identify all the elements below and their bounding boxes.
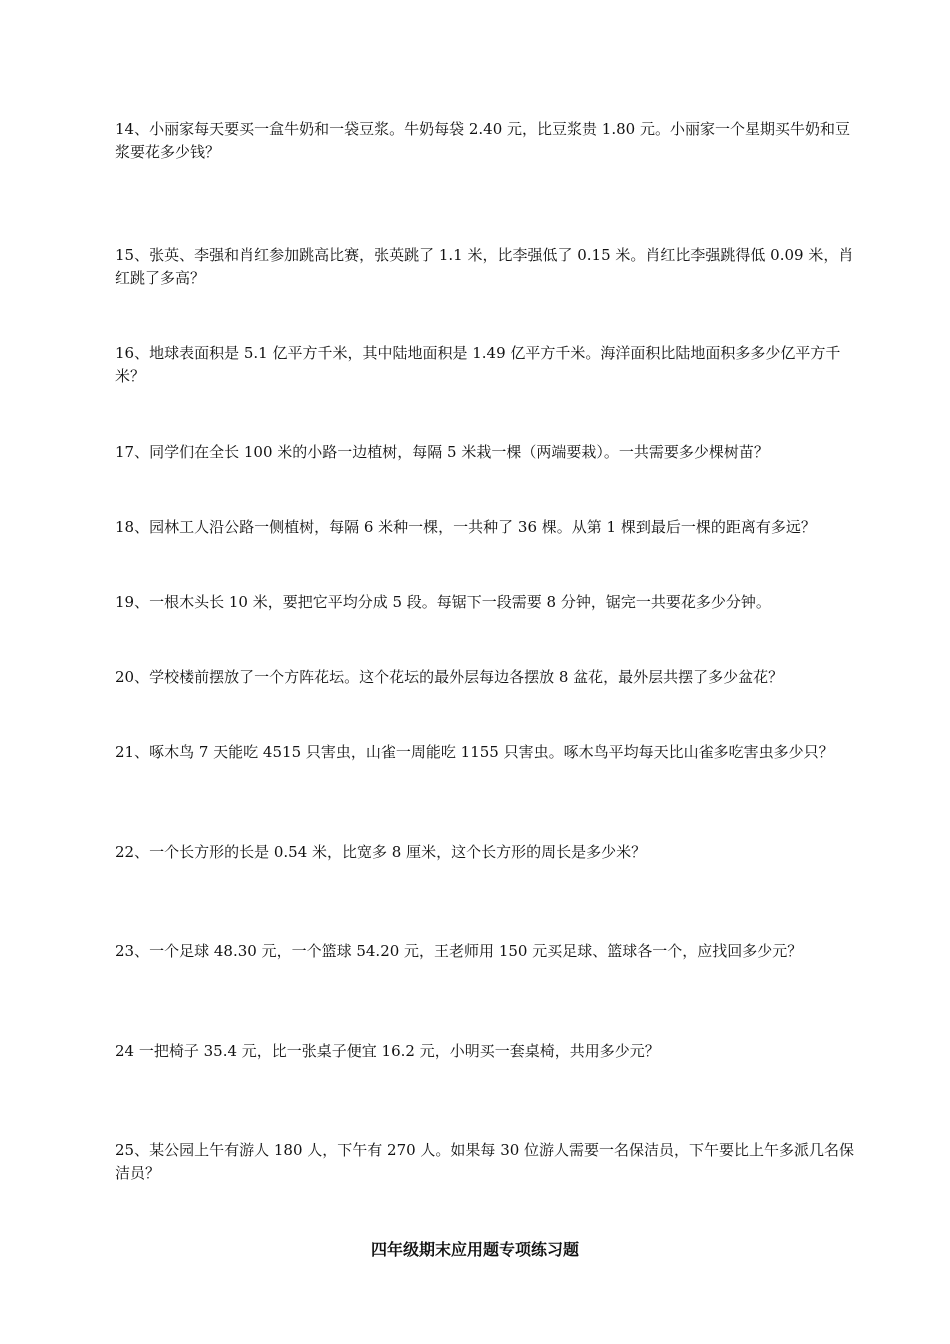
question-22: 22、一个长方形的长是 0.54 米，比宽多 8 厘米，这个长方形的周长是多少米？ bbox=[115, 843, 647, 861]
question-24: 24 一把椅子 35.4 元，比一张桌子便宜 16.2 元，小明买一套桌椅，共用多少元？ bbox=[115, 1042, 660, 1060]
question-21: 21、啄木鸟 7 天能吃 4515 只害虫，山雀一周能吃 1155 只害虫。啄木鸟平均每天比山雀多吃害虫多少只？ bbox=[115, 743, 834, 761]
footer-title: 四年级期末应用题专项练习题 bbox=[370, 1240, 579, 1259]
question-20: 20、学校楼前摆放了一个方阵花坛。这个花坛的最外层每边各摆放 8 盆花，最外层共摆了多少盆花？ bbox=[115, 668, 784, 686]
question-16: 16、地球表面积是 5.1 亿平方千米，其中陆地面积是 1.49 亿平方千米。海洋面积比陆地面积多多少亿平方千米？ bbox=[115, 344, 841, 385]
question-18: 18、园林工人沿公路一侧植树，每隔 6 米种一棵，一共种了 36 棵。从第 1 棵到最后一棵的距离有多远？ bbox=[115, 518, 816, 536]
question-14: 14、小丽家每天要买一盒牛奶和一袋豆浆。牛奶每袋 2.40 元，比豆浆贵 1.80 元。小丽家一个星期买牛奶和豆浆要花多少钱？ bbox=[115, 120, 850, 161]
question-19: 19、一根木头长 10 米，要把它平均分成 5 段。每锯下一段需要 8 分钟，锯完一共要花多少分钟。 bbox=[115, 593, 771, 611]
question-25: 25、某公园上午有游人 180 人，下午有 270 人。如果每 30 位游人需要一名保洁员，下午要比上午多派几名保洁员？ bbox=[115, 1141, 855, 1182]
question-23: 23、一个足球 48.30 元，一个篮球 54.20 元，王老师用 150 元买足球、篮球各一个，应找回多少元？ bbox=[115, 942, 803, 960]
question-15: 15、张英、李强和肖红参加跳高比赛，张英跳了 1.1 米，比李强低了 0.15 米。肖红比李强跳得低 0.09 米，肖红跳了多高？ bbox=[115, 246, 854, 287]
question-17: 17、同学们在全长 100 米的小路一边植树，每隔 5 米栽一棵（两端要栽）。一共需要多少棵树苗？ bbox=[115, 443, 769, 461]
